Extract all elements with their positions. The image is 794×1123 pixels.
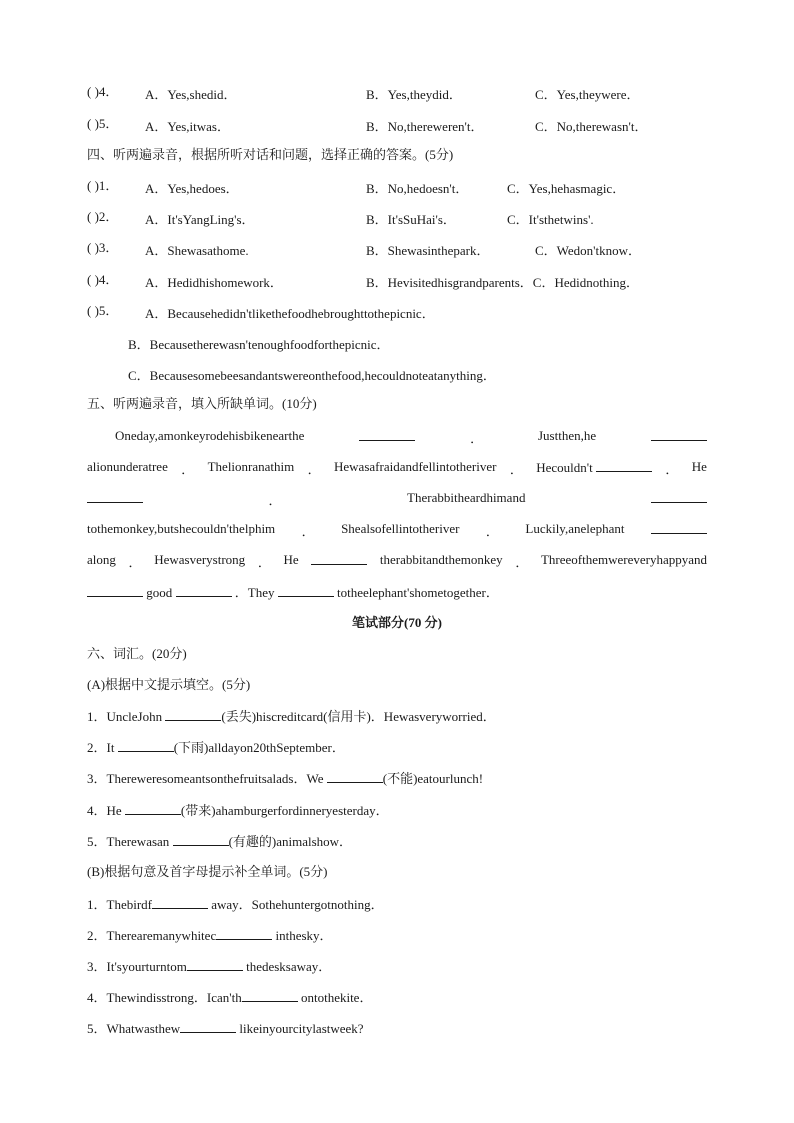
exercise-item bbox=[87, 770, 483, 787]
passage-line bbox=[115, 428, 707, 447]
passage-text: alionunderatree bbox=[87, 459, 168, 474]
passage-line bbox=[87, 521, 707, 540]
exercise-item bbox=[87, 739, 345, 756]
answer-blank[interactable] bbox=[125, 802, 181, 815]
answer-blank[interactable] bbox=[311, 552, 367, 565]
option-c: C．Yes,theywere． bbox=[535, 87, 640, 102]
section-heading: 五、听两遍录音，填入所缺单词。(10分) bbox=[87, 396, 317, 411]
option-a: A．Shewasathome. bbox=[145, 243, 249, 258]
passage-text: Therabbitheardhimand bbox=[407, 490, 526, 505]
item-text: (下雨)alldayon20thSeptember． bbox=[173, 740, 345, 755]
answer-blank[interactable] bbox=[118, 739, 174, 752]
passage-text: ． bbox=[485, 524, 499, 539]
option-a: A．It'sYangLing's． bbox=[145, 212, 255, 227]
answer-blank[interactable] bbox=[651, 490, 707, 503]
option-a: A．Becausehedidn'tlikethefoodhebroughttothepicnic． bbox=[145, 306, 435, 321]
item-text: 2．It bbox=[87, 740, 115, 755]
exercise-item bbox=[87, 927, 333, 944]
option-c: C．Yes,hehasmagic． bbox=[507, 181, 626, 196]
exercise-item bbox=[87, 989, 372, 1006]
written-part-title: 笔试部分(70 分) bbox=[352, 615, 442, 630]
passage-text: ． bbox=[470, 431, 484, 446]
item-text: inthesky． bbox=[275, 928, 333, 943]
question-row bbox=[87, 116, 118, 132]
answer-blank[interactable] bbox=[180, 1020, 236, 1033]
answer-blank[interactable] bbox=[165, 708, 221, 721]
passage-text: Justthen,he bbox=[537, 428, 597, 443]
item-text: away．Sothehuntergotnothing． bbox=[211, 897, 384, 912]
exercise-item bbox=[87, 1020, 364, 1037]
item-text: 5．Whatwasthew bbox=[87, 1021, 181, 1036]
passage-text: Luckily,anelephant bbox=[525, 521, 625, 536]
answer-blank[interactable] bbox=[176, 584, 232, 597]
answer-blank[interactable] bbox=[216, 927, 272, 940]
option-b: B．Hevisitedhisgrandparents．C．Hedidnothing． bbox=[366, 275, 639, 290]
passage-text: He bbox=[283, 552, 299, 567]
answer-blank[interactable] bbox=[187, 958, 243, 971]
passage-text: ． bbox=[181, 462, 195, 477]
item-text: likeinyourcitylastweek? bbox=[239, 1021, 364, 1036]
answer-blank[interactable] bbox=[152, 896, 208, 909]
question-number: ( )4． bbox=[87, 84, 119, 99]
passage-text: Shealsofellintotheriver bbox=[341, 521, 460, 536]
answer-blank[interactable] bbox=[327, 770, 383, 783]
item-text: 5．Therewasan bbox=[87, 834, 170, 849]
passage-text: He bbox=[691, 459, 707, 474]
passage-text: ． bbox=[665, 462, 679, 477]
question-number: ( )3． bbox=[87, 240, 119, 255]
option-c: C．Wedon'tknow． bbox=[535, 243, 642, 258]
option-b: B．Becausetherewasn'tenoughfoodforthepicnic． bbox=[128, 337, 390, 352]
passage-line bbox=[87, 490, 707, 509]
question-number: ( )1． bbox=[87, 178, 119, 193]
answer-blank[interactable] bbox=[278, 584, 334, 597]
passage-text: good bbox=[146, 585, 173, 600]
item-text: (丢失)hiscreditcard(信用卡)．Hewasveryworried． bbox=[221, 709, 496, 724]
option-a: A．Yes,shedid． bbox=[145, 87, 237, 102]
passage-text: ． bbox=[268, 493, 282, 508]
answer-blank[interactable] bbox=[242, 989, 298, 1002]
item-text: 4．He bbox=[87, 803, 122, 818]
option-b: B．Shewasinthepark． bbox=[366, 243, 490, 258]
passage-line bbox=[87, 584, 499, 601]
passage-text: ． bbox=[307, 462, 321, 477]
option-b: B．It'sSuHai's． bbox=[366, 212, 456, 227]
item-text: ontothekite． bbox=[300, 990, 373, 1005]
item-text: (不能)eatourlunch! bbox=[382, 771, 484, 786]
item-text: (带来)ahamburgerfordinneryesterday． bbox=[180, 803, 389, 818]
section-heading: 六、词汇。(20分) bbox=[87, 646, 187, 661]
exercise-item bbox=[87, 958, 331, 975]
subsection-heading: (A)根据中文提示填空。(5分) bbox=[87, 677, 251, 692]
passage-text: totheelephant'shometogether． bbox=[336, 585, 499, 600]
answer-blank[interactable] bbox=[651, 428, 707, 441]
question-number: ( )2． bbox=[87, 209, 119, 224]
item-text: 4．Thewindisstrong．Ican'th bbox=[87, 990, 242, 1005]
exercise-item bbox=[87, 708, 496, 725]
option-a: A．Yes,itwas． bbox=[145, 119, 230, 134]
answer-blank[interactable] bbox=[87, 490, 143, 503]
item-text: 2．Therearemanywhitec bbox=[87, 928, 217, 943]
section-heading: 四、听两遍录音，根据所听对话和问题，选择正确的答案。(5分) bbox=[87, 147, 454, 162]
item-text: 3．Thereweresomeantsonthefruitsalads．We bbox=[87, 771, 324, 786]
option-b: B．No,thereweren't． bbox=[366, 119, 484, 134]
exercise-item bbox=[87, 802, 389, 819]
answer-blank[interactable] bbox=[359, 428, 415, 441]
option-a: A．Yes,hedoes． bbox=[145, 181, 239, 196]
option-c: C．No,therewasn't． bbox=[535, 119, 648, 134]
passage-line bbox=[87, 552, 707, 571]
passage-text: Oneday,amonkeyrodehisbikenearthe bbox=[115, 428, 305, 443]
option-c: C．It'sthetwins'. bbox=[507, 212, 594, 227]
item-text: 1．Thebirdf bbox=[87, 897, 152, 912]
passage-text: ．They bbox=[234, 585, 275, 600]
option-a: A．Hedidhishomework． bbox=[145, 275, 283, 290]
item-text: thedesksaway． bbox=[246, 959, 332, 974]
item-text: 1．UncleJohn bbox=[87, 709, 163, 724]
passage-text: Hewasverystrong bbox=[154, 552, 246, 567]
passage-text: tothemonkey,butshecouldn'thelphim bbox=[87, 521, 276, 536]
answer-blank[interactable] bbox=[87, 584, 143, 597]
passage-text: Threeofthemwereveryhappyand bbox=[540, 552, 707, 567]
answer-blank[interactable] bbox=[596, 459, 652, 472]
passage-text: Thelionranathim bbox=[207, 459, 295, 474]
question-row bbox=[87, 84, 118, 100]
question-number: ( )5． bbox=[87, 303, 119, 318]
passage-text: ． bbox=[515, 555, 529, 570]
item-text: (有趣的)animalshow． bbox=[228, 834, 353, 849]
passage-text: ． bbox=[128, 555, 142, 570]
passage-text: ． bbox=[301, 524, 315, 539]
question-number: ( )4． bbox=[87, 272, 119, 287]
item-text: 3．It'syourturntom bbox=[87, 959, 187, 974]
option-b: B．Yes,theydid． bbox=[366, 87, 462, 102]
passage-text: ． bbox=[509, 462, 523, 477]
option-b: B．No,hedoesn't． bbox=[366, 181, 469, 196]
answer-blank[interactable] bbox=[651, 521, 707, 534]
passage-text: ． bbox=[257, 555, 271, 570]
passage-line bbox=[87, 459, 707, 478]
answer-blank[interactable] bbox=[173, 833, 229, 846]
passage-text: along bbox=[87, 552, 116, 567]
option-c: C．Becausesomebeesandantswereonthefood,hecouldnoteatanything． bbox=[128, 368, 496, 383]
subsection-heading: (B)根据句意及首字母提示补全单词。(5分) bbox=[87, 864, 328, 879]
passage-text: Hewasafraidandfellintotheriver bbox=[334, 459, 497, 474]
exercise-item bbox=[87, 896, 384, 913]
passage-text: Hecouldn't bbox=[536, 460, 593, 475]
passage-text: therabbitandthemonkey bbox=[379, 552, 503, 567]
question-number: ( )5． bbox=[87, 116, 119, 131]
exercise-item bbox=[87, 833, 352, 850]
